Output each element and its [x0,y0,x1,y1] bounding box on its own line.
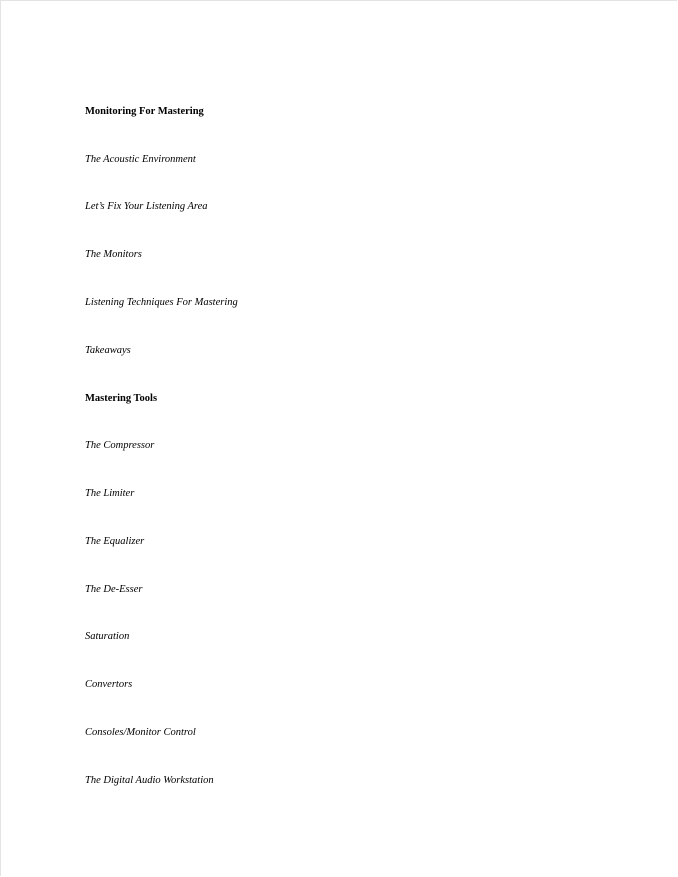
toc-item-digital-audio-workstation: The Digital Audio Workstation [85,775,214,786]
toc-item-de-esser: The De-Esser [85,584,143,595]
toc-item-consoles-monitor-control: Consoles/Monitor Control [85,727,196,738]
toc-item-listening-techniques: Listening Techniques For Mastering [85,297,238,308]
toc-item-monitors: The Monitors [85,249,142,260]
toc-item-fix-listening-area: Let’s Fix Your Listening Area [85,201,208,212]
toc-item-limiter: The Limiter [85,488,135,499]
toc-item-acoustic-environment: The Acoustic Environment [85,154,196,165]
toc-item-saturation: Saturation [85,631,130,642]
toc-item-convertors: Convertors [85,679,133,690]
toc-item-compressor: The Compressor [85,440,155,451]
toc-item-equalizer: The Equalizer [85,536,145,547]
toc-item-takeaways: Takeaways [85,345,131,356]
section-heading-monitoring: Monitoring For Mastering [85,106,204,117]
section-heading-mastering-tools: Mastering Tools [85,393,158,404]
